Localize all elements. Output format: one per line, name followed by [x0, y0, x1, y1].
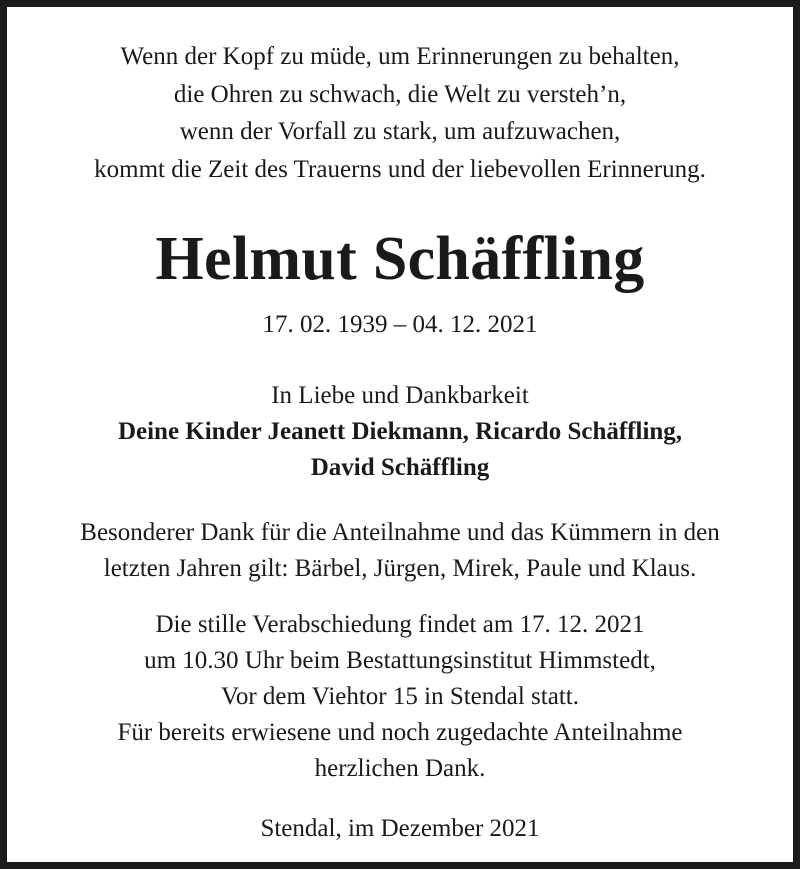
verse-line: wenn der Vorfall zu stark, um aufzuwachen,: [179, 118, 621, 145]
ceremony-line: herzlichen Dank.: [314, 755, 486, 782]
mourners-block: [14, 378, 786, 486]
deceased-name: Helmut Schäffling: [155, 225, 645, 293]
ceremony-line: Vor dem Viehtor 15 in Stendal statt.: [221, 683, 579, 710]
life-dates: 17. 02. 1939 – 04. 12. 2021: [262, 311, 538, 338]
ceremony-line: Die stille Verabschiedung findet am 17. 12. 2021: [155, 611, 645, 638]
gratitude-block: [14, 515, 786, 587]
memorial-verse: [14, 38, 786, 188]
verse-line: die Ohren zu schwach, die Welt zu versteh’n,: [173, 80, 627, 108]
mourners-line: David Schäffling: [310, 454, 490, 481]
ceremony-line: um 10.30 Uhr beim Bestattungsinstitut Himmstedt,: [144, 647, 656, 674]
verse-line: kommt die Zeit des Trauerns und der liebevollen Erinnerung.: [94, 155, 706, 183]
ceremony-line: Für bereits erwiesene und noch zugedachte Anteilnahme: [117, 719, 683, 746]
thanks-intro: In Liebe und Dankbarkeit: [271, 382, 529, 409]
place-date-signoff: Stendal, im Dezember 2021: [260, 815, 540, 842]
verse-line: Wenn der Kopf zu müde, um Erinnerungen zu behalten,: [120, 43, 680, 70]
obituary-content: [14, 14, 786, 855]
mourners-line: Deine Kinder Jeanett Diekmann, Ricardo Schäffling,: [117, 418, 683, 445]
ceremony-block: [14, 607, 786, 787]
gratitude-line: letzten Jahren gilt: Bärbel, Jürgen, Mirek, Paule und Klaus.: [103, 555, 697, 582]
gratitude-line: Besonderer Dank für die Anteilnahme und das Kümmern in den: [80, 519, 720, 546]
